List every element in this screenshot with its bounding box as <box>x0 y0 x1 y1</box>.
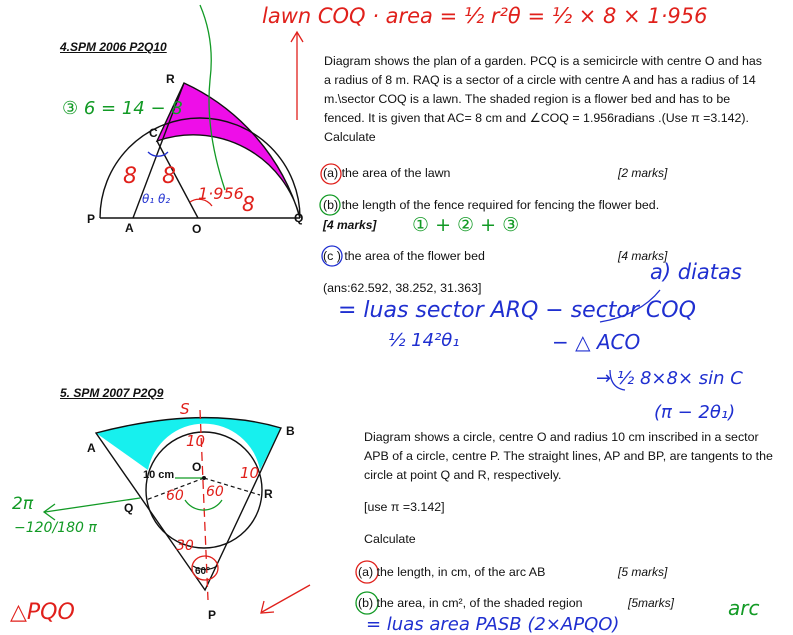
annot-8b: 8 <box>162 164 176 189</box>
point-label-c: C <box>149 126 158 140</box>
q4-part-a: (a) the area of the lawn <box>323 166 451 180</box>
q5-point-label-r: R <box>264 487 273 501</box>
annot-30: 30 <box>176 538 194 554</box>
q5-point-label-p: P <box>208 608 217 622</box>
annot-60a: 60 <box>166 488 184 504</box>
q5-calculate: Calculate <box>364 532 416 546</box>
q4-heading: 4.SPM 2006 P2Q10 <box>60 40 167 54</box>
q5-part-b: (b) the area, in cm², of the shaded region <box>358 596 583 610</box>
annot-60b: 60 <box>206 484 224 500</box>
annot-half-14: ½ 14²θ₁ <box>388 330 460 351</box>
q4-part-b: (b) the length of the fence required for fencing the flower bed. <box>323 198 660 212</box>
annot-theta: θ₁ θ₂ <box>142 192 171 206</box>
q5-radius-label: 10 cm <box>143 469 175 481</box>
annot-half-8: → ½ 8×8× sin C <box>596 368 743 389</box>
point-label-a: A <box>125 221 134 235</box>
annot-pi-2theta: (π − 2θ₁) <box>654 402 736 423</box>
annot-diatas: a) diatas <box>650 260 742 284</box>
annot-red-10: 10 <box>240 464 260 482</box>
annot-lawn-formula: lawn COQ · area = ½ r²θ = ½ × 8 × 1·956 <box>262 4 708 28</box>
q5-angle-label: 60° <box>195 566 211 577</box>
annot-pqo: △PQO <box>10 600 75 625</box>
q5-use: [use π =3.142] <box>364 500 445 514</box>
q5-text: Diagram shows a circle, centre O and radius 10 cm inscribed in a sector APB of a circle, centre P. The straight lines, AP and BP, are tangents to the circle at point Q and R, respectively. <box>364 430 773 482</box>
annot-8a: 8 <box>123 164 137 189</box>
q5-part-b-marks: [5marks] <box>628 596 675 610</box>
q4-part-a-marks: [2 marks] <box>618 166 668 180</box>
annot-minus-aco: − △ ACO <box>552 330 641 354</box>
point-label-r: R <box>166 72 175 86</box>
q5-heading: 5. SPM 2007 P2Q9 <box>60 386 164 400</box>
q4-part-c: (c ) the area of the flower bed <box>323 249 485 263</box>
annot-1956: 1·956 <box>198 184 244 203</box>
q5-point-label-q: Q <box>124 501 134 515</box>
annot-luas: = luas sector ARQ − sector COQ <box>338 298 696 323</box>
q5-point-label-a: A <box>87 441 96 455</box>
annot-8c: 8 <box>242 192 255 216</box>
point-label-p: P <box>87 212 96 226</box>
annot-10: 10 <box>186 432 206 450</box>
annot-s: S <box>180 400 190 418</box>
q5-part-a-marks: [5 marks] <box>618 565 668 579</box>
point-label-o: O <box>192 222 202 236</box>
annot-q5-bottom: = luas area PASB (2×APQO) <box>366 614 620 635</box>
annot-sum: ① + ② + ③ <box>412 214 520 236</box>
annot-green-frac: −120/180 π <box>14 520 97 536</box>
annot-green-pi: 2π <box>12 494 34 514</box>
annot-green-3: ③ 6 = 14 − 8 <box>62 98 183 119</box>
q5-part-a: (a) the length, in cm, of the arc AB <box>358 565 546 579</box>
annot-arc: arc <box>728 596 760 620</box>
q5-point-label-b: B <box>286 424 295 438</box>
q4-part-b-marks: [4 marks] <box>323 218 377 232</box>
q4-text: Diagram shows the plan of a garden. PCQ is a semicircle with centre O and has a radius of 8 m. RAQ is a sector of a circle with centre A and has a radius of 14 m.\sector COQ is a lawn. The shaded region is a flower bed and has to be fenced. It is given that AC= 8 cm and ∠COQ = 1.956radians .(Use π =3.142). Calculate <box>324 54 763 144</box>
q4-answers: (ans:62.592, 38.252, 31.363] <box>323 281 482 295</box>
q4-part-c-marks: [4 marks] <box>618 249 668 263</box>
q5-point-label-o: O <box>192 460 202 474</box>
point-label-q: Q <box>294 211 304 225</box>
